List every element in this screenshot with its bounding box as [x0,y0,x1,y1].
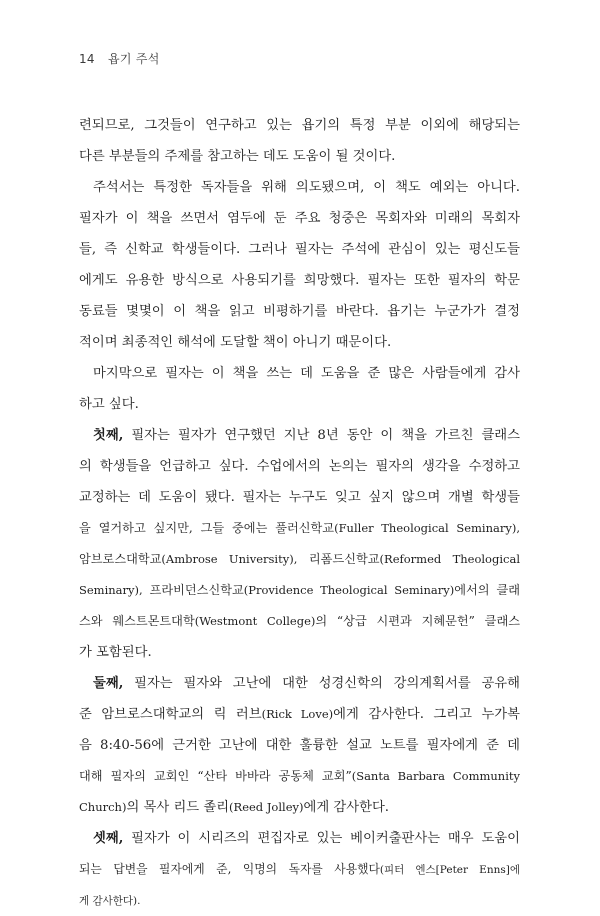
text-span: 스와 웨스트몬트대학 [79,614,195,628]
running-title: 욥기 주석 [108,52,160,66]
text-line: 련되므로, 그것들이 연구하고 있는 욥기의 특정 부분 이외에 해당되는 [79,118,520,133]
english-term: (Providence Theological Seminary) [243,583,455,597]
english-term: (Reformed Theological [379,552,520,566]
text-line [79,854,520,885]
text-line [79,513,520,544]
text-span: 리폼드신학교 [297,552,380,566]
text-span: 대해 필자의 교회인 “산타 바바라 공동체 교회” [79,769,352,783]
text-line: 다른 부분들의 주제를 참고하는 데도 도움이 될 것이다. [79,149,396,164]
text-span: 의 목사 리드 졸리 [126,800,230,815]
body-text [79,110,520,916]
text-line: 의 학생들을 언급하고 싶다. 수업에서의 논의는 필자의 생각을 수정하고 [79,459,520,474]
text-span: 에서의 클래 [454,583,520,597]
text-line [79,823,520,854]
english-term: Church) [79,800,127,814]
english-term: Seminary), [79,583,143,597]
text-line: 교정하는 데 도움이 됐다. 필자는 누구도 잊고 싶지 않으며 개별 학생들 [79,490,520,505]
second-lead: 둘째, [93,676,124,691]
text-line: 마지막으로 필자는 이 책을 쓰는 데 도움을 준 많은 사람들에게 감사 [93,366,520,381]
english-term: (Westmont College) [194,614,316,628]
text-line: 동료들 몇몇이 이 책을 읽고 비평하기를 바란다. 욥기는 누군가가 결정 [79,304,520,319]
first-lead: 첫째, [93,428,124,443]
text-line [79,699,520,730]
small-note: (피터 엔스[Peter Enns]에 [379,864,520,876]
page-number: 14 [79,52,95,66]
third-lead: 셋째, [93,831,124,846]
english-term: (Reed Jolley) [229,800,304,814]
english-term: (Ambrose University), [161,552,298,566]
text-line: 들, 즉 신학교 학생들이다. 그러나 필자는 주석에 관심이 있는 평신도들 [79,242,520,257]
text-line: 적이며 최종적인 해석에 도달할 책이 아니기 때문이다. [79,335,392,350]
text-line [79,606,520,637]
text-span: 필자가 이 시리즈의 편집자로 있는 베이커출판사는 매우 도움이 [123,831,520,846]
running-header [79,50,160,67]
text-span: 에게 감사한다. [303,800,390,815]
text-span: 되는 답변을 필자에게 준, 익명의 독자를 사용했다 [79,862,380,876]
text-span: 암브로스대학교 [79,552,162,566]
text-line [79,544,520,575]
text-line: 주석서는 특정한 독자들을 위해 의도됐으며, 이 책도 예외는 아니다. [93,180,520,195]
text-line: 에게도 유용한 방식으로 사용되기를 희망했다. 필자는 또한 필자의 학문 [79,273,520,288]
small-note: 게 감사한다). [79,895,141,907]
text-span: 의 “상급 시편과 지혜문헌” 클래스 [315,614,520,628]
text-span: 필자는 필자가 연구했던 지난 8년 동안 이 책을 가르친 클래스 [123,428,520,443]
text-span: 프라비던스신학교 [142,583,244,597]
text-line [79,885,520,916]
text-line [79,668,520,699]
text-line [79,420,520,451]
text-span: 에게 감사한다. 그리고 누가복 [333,707,520,722]
text-line: 필자가 이 책을 쓰면서 염두에 둔 주요 청중은 목회자와 미래의 목회자 [79,211,520,226]
text-line [79,761,520,792]
text-line [79,792,520,823]
english-term: (Rick Love) [261,707,334,721]
text-line: 음 8:40-56에 근거한 고난에 대한 훌륭한 설교 노트를 필자에게 준 데 [79,738,520,753]
text-line [79,575,520,606]
text-span: 을 열거하고 싶지만, 그들 중에는 풀러신학교 [79,521,335,535]
text-span: 준 암브로스대학교의 릭 러브 [79,707,262,722]
text-line: 가 포함된다. [79,645,152,660]
english-term: (Santa Barbara Community [351,769,520,783]
text-span: 필자는 필자와 고난에 대한 성경신학의 강의계획서를 공유해 [123,676,520,691]
text-line: 하고 싶다. [79,397,139,412]
english-term: (Fuller Theological Seminary), [334,521,520,535]
